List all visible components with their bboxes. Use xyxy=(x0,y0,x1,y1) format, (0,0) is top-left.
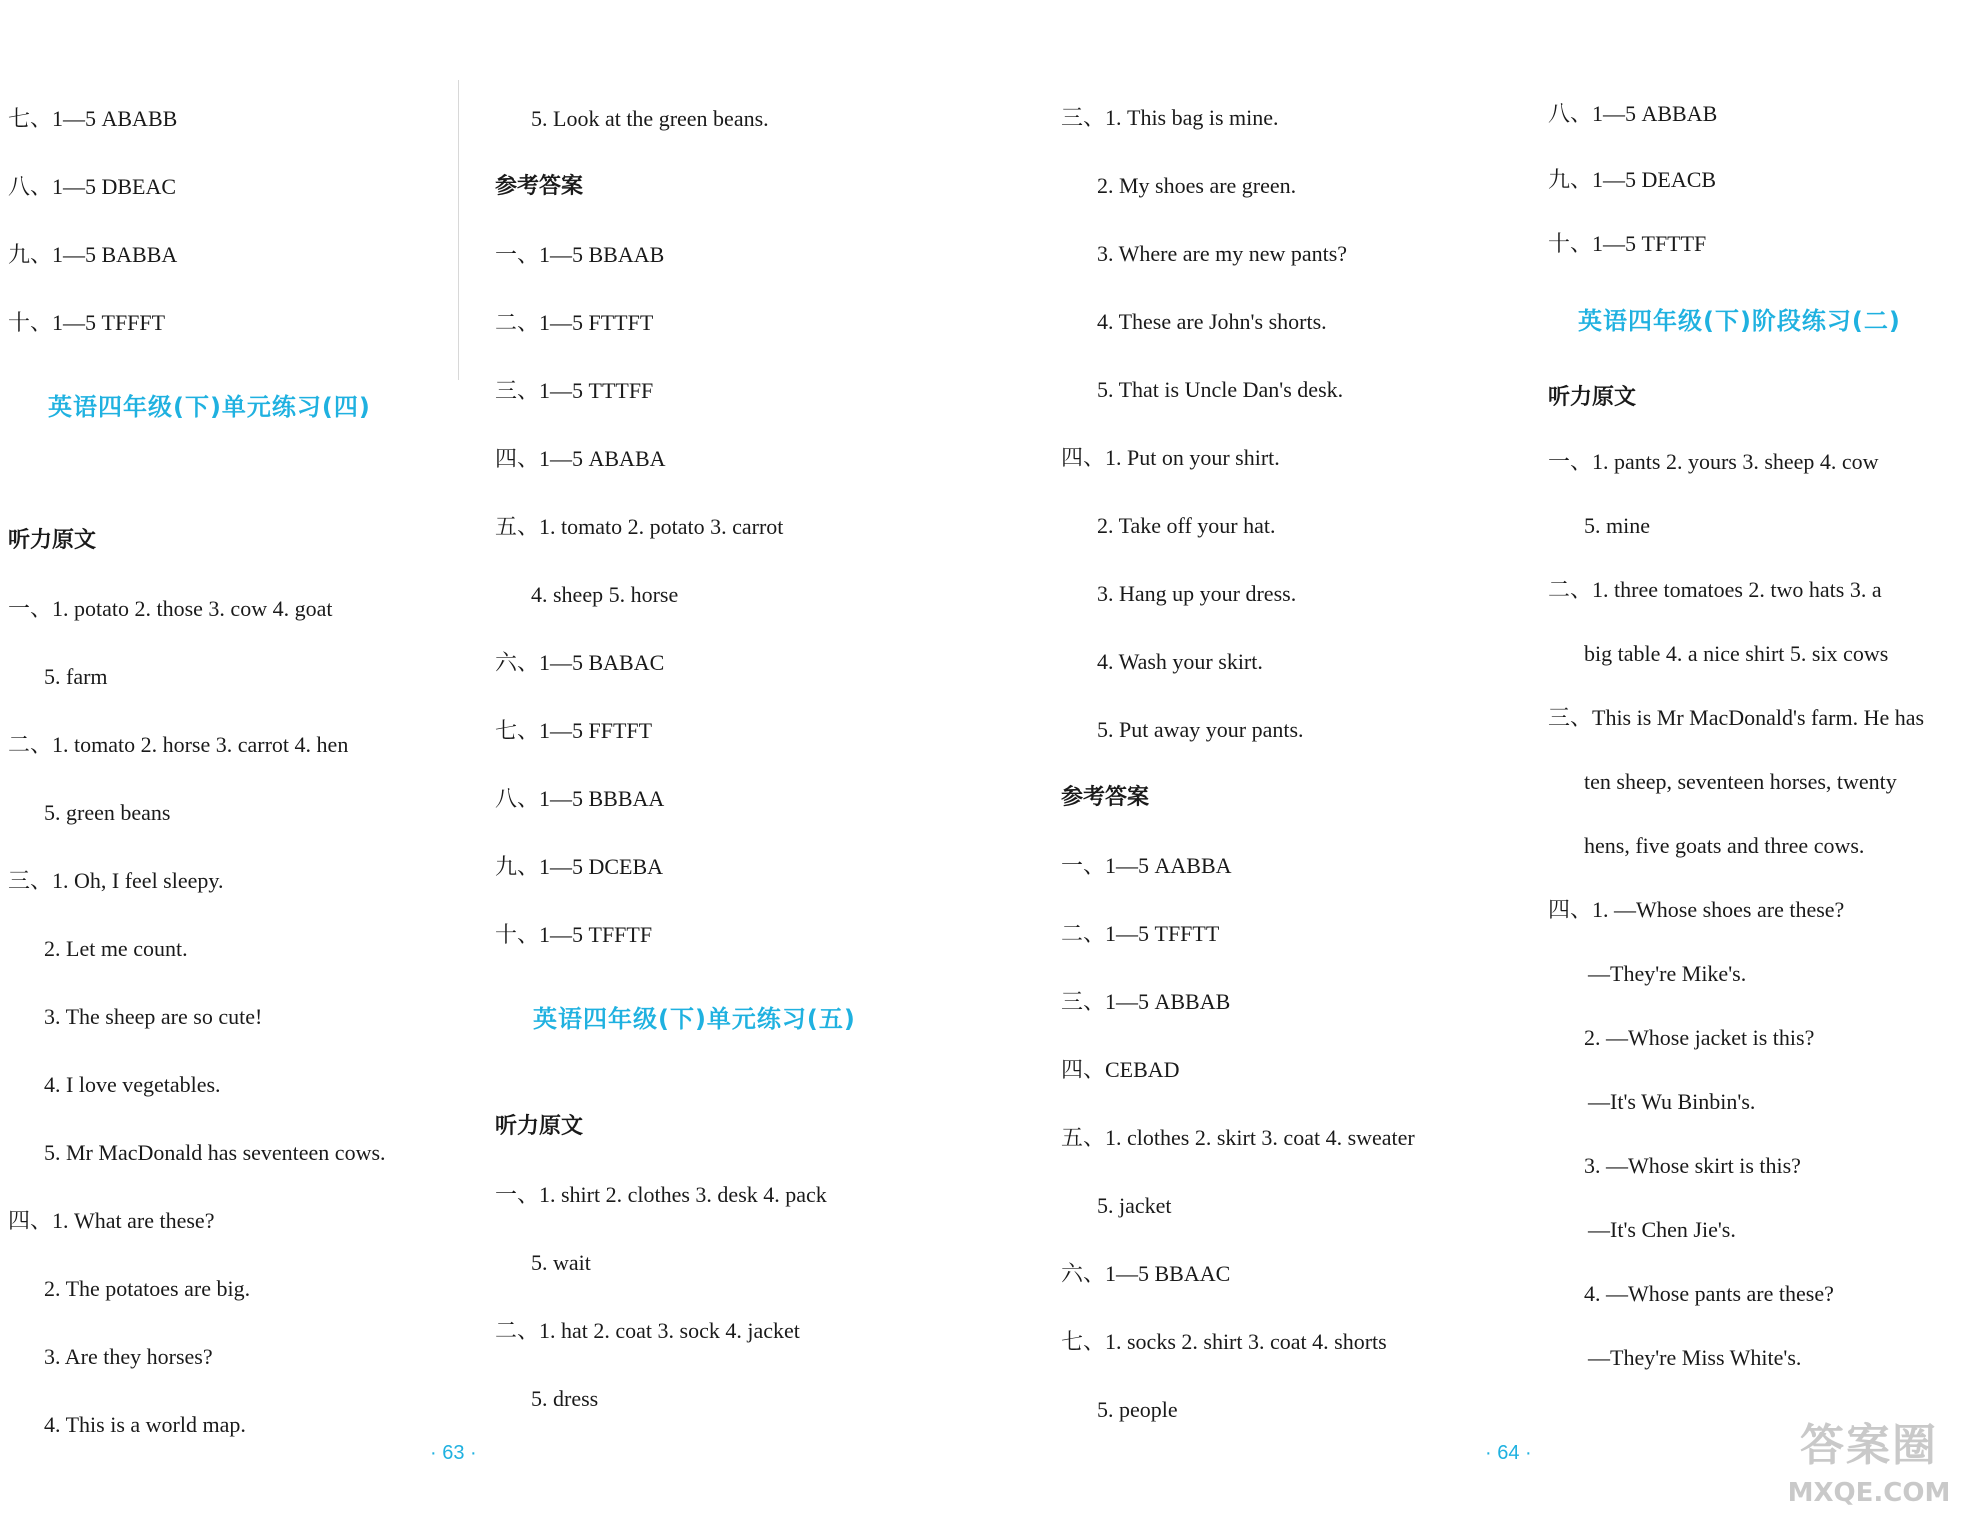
answer-line: 2. Let me count. xyxy=(44,936,188,961)
answer-line: 十、1—5 TFFFT xyxy=(8,310,166,335)
answer-line: 3. Where are my new pants? xyxy=(1097,241,1348,266)
answer-line: 七、1—5 ABABB xyxy=(8,106,178,131)
answer-line: —They're Miss White's. xyxy=(1588,1345,1802,1370)
answer-line: 4. —Whose pants are these? xyxy=(1584,1281,1834,1306)
answer-line: 5. wait xyxy=(531,1250,591,1275)
answer-line: 五、1. clothes 2. skirt 3. coat 4. sweater xyxy=(1061,1125,1415,1150)
watermark-text: 答案圈 xyxy=(1800,1420,1938,1471)
answer-line: 4. sheep 5. horse xyxy=(531,582,679,607)
answer-line: 一、1. pants 2. yours 3. sheep 4. cow xyxy=(1548,449,1879,474)
answer-line: 5. That is Uncle Dan's desk. xyxy=(1097,377,1344,402)
answer-line: 九、1—5 DEACB xyxy=(1548,167,1717,192)
answer-line: 三、1—5 ABBAB xyxy=(1061,989,1231,1014)
answer-line: 三、1—5 TTTFF xyxy=(495,378,654,403)
answer-line: 八、1—5 BBBAA xyxy=(495,786,665,811)
page-number: · 64 · xyxy=(1485,1442,1532,1464)
answer-line: 5. jacket xyxy=(1097,1193,1172,1218)
answer-line: ten sheep, seventeen horses, twenty xyxy=(1584,769,1897,794)
answer-line: 3. —Whose skirt is this? xyxy=(1584,1153,1801,1178)
section-heading: 听力原文 xyxy=(495,1114,584,1139)
answer-line: 四、1. —Whose shoes are these? xyxy=(1548,897,1845,922)
answer-line: 二、1. tomato 2. horse 3. carrot 4. hen xyxy=(8,732,349,757)
answer-line: 四、1. Put on your shirt. xyxy=(1061,445,1280,470)
answer-line: 一、1. shirt 2. clothes 3. desk 4. pack xyxy=(495,1182,827,1207)
answer-line: hens, five goats and three cows. xyxy=(1584,833,1865,858)
answer-line: 5. Look at the green beans. xyxy=(531,106,769,131)
answer-line: 四、CEBAD xyxy=(1061,1057,1180,1082)
answer-line: 2. —Whose jacket is this? xyxy=(1584,1025,1815,1050)
answer-line: 六、1—5 BABAC xyxy=(495,650,665,675)
answer-line: 四、1—5 ABABA xyxy=(495,446,666,471)
page-63 xyxy=(0,0,985,1536)
answer-line: 5. farm xyxy=(44,664,108,689)
answer-line: 三、This is Mr MacDonald's farm. He has xyxy=(1548,705,1925,730)
answer-line: 七、1. socks 2. shirt 3. coat 4. shorts xyxy=(1061,1329,1387,1354)
answer-line: 二、1—5 FTTFT xyxy=(495,310,654,335)
watermark-url: MXQE.COM xyxy=(1787,1478,1951,1508)
answer-line: 2. Take off your hat. xyxy=(1097,513,1276,538)
answer-line: 4. I love vegetables. xyxy=(44,1072,221,1097)
answer-line: 二、1—5 TFFTT xyxy=(1061,921,1220,946)
answer-line: 3. Hang up your dress. xyxy=(1097,581,1297,606)
answer-line: 二、1. three tomatoes 2. two hats 3. a xyxy=(1548,577,1882,602)
answer-line: 5. green beans xyxy=(44,800,171,825)
left-page-column-1 xyxy=(8,85,448,1459)
section-heading: 参考答案 xyxy=(1061,785,1150,810)
answer-line: 4. These are John's shorts. xyxy=(1097,309,1327,334)
answer-line: 一、1—5 BBAAB xyxy=(495,242,665,267)
right-page-column-2 xyxy=(1548,80,1958,1390)
answer-line: 2. My shoes are green. xyxy=(1097,173,1297,198)
answer-line: 5. dress xyxy=(531,1386,599,1411)
section-title: 英语四年级(下)单元练习(四) xyxy=(48,393,371,421)
section-title: 英语四年级(下)阶段练习(二) xyxy=(1578,307,1901,335)
answer-line: —It's Wu Binbin's. xyxy=(1588,1089,1756,1114)
answer-line: 八、1—5 ABBAB xyxy=(1548,101,1718,126)
section-heading: 听力原文 xyxy=(1548,385,1637,410)
answer-line: 九、1—5 BABBA xyxy=(8,242,178,267)
right-page-column-1 xyxy=(1061,84,1531,1444)
answer-line: 四、1. What are these? xyxy=(8,1208,215,1233)
section-title: 英语四年级(下)单元练习(五) xyxy=(533,1005,856,1033)
watermark-logo xyxy=(1779,1416,1959,1526)
answer-line: 4. This is a world map. xyxy=(44,1412,246,1437)
left-page-column-2 xyxy=(495,85,965,1433)
answer-line: 5. Put away your pants. xyxy=(1097,717,1304,742)
answer-line: 5. mine xyxy=(1584,513,1650,538)
answer-line: big table 4. a nice shirt 5. six cows xyxy=(1584,641,1889,666)
answer-line: 七、1—5 FFTFT xyxy=(495,718,653,743)
answer-line: 三、1. This bag is mine. xyxy=(1061,105,1279,130)
page-number: · 63 · xyxy=(430,1442,477,1464)
answer-line: 三、1. Oh, I feel sleepy. xyxy=(8,868,224,893)
answer-line: 五、1. tomato 2. potato 3. carrot xyxy=(495,514,784,539)
answer-line: 一、1—5 AABBA xyxy=(1061,853,1232,878)
answer-line: 六、1—5 BBAAC xyxy=(1061,1261,1231,1286)
answer-line: 一、1. potato 2. those 3. cow 4. goat xyxy=(8,596,333,621)
answer-line: —They're Mike's. xyxy=(1588,961,1747,986)
answer-line: 2. The potatoes are big. xyxy=(44,1276,251,1301)
answer-line: 3. The sheep are so cute! xyxy=(44,1004,263,1029)
section-heading: 参考答案 xyxy=(495,174,584,199)
column-divider xyxy=(458,80,459,380)
answer-line: 4. Wash your skirt. xyxy=(1097,649,1263,674)
answer-line: 八、1—5 DBEAC xyxy=(8,174,177,199)
answer-line: 九、1—5 DCEBA xyxy=(495,854,664,879)
answer-line: 十、1—5 TFTTF xyxy=(1548,231,1707,256)
answer-line: 5. Mr MacDonald has seventeen cows. xyxy=(44,1140,386,1165)
answer-line: 5. people xyxy=(1097,1397,1178,1422)
answer-line: —It's Chen Jie's. xyxy=(1588,1217,1736,1242)
answer-line: 二、1. hat 2. coat 3. sock 4. jacket xyxy=(495,1318,800,1343)
answer-line: 十、1—5 TFFTF xyxy=(495,922,653,947)
answer-line: 3. Are they horses? xyxy=(44,1344,213,1369)
page-64 xyxy=(985,0,1971,1536)
section-heading: 听力原文 xyxy=(8,528,97,553)
